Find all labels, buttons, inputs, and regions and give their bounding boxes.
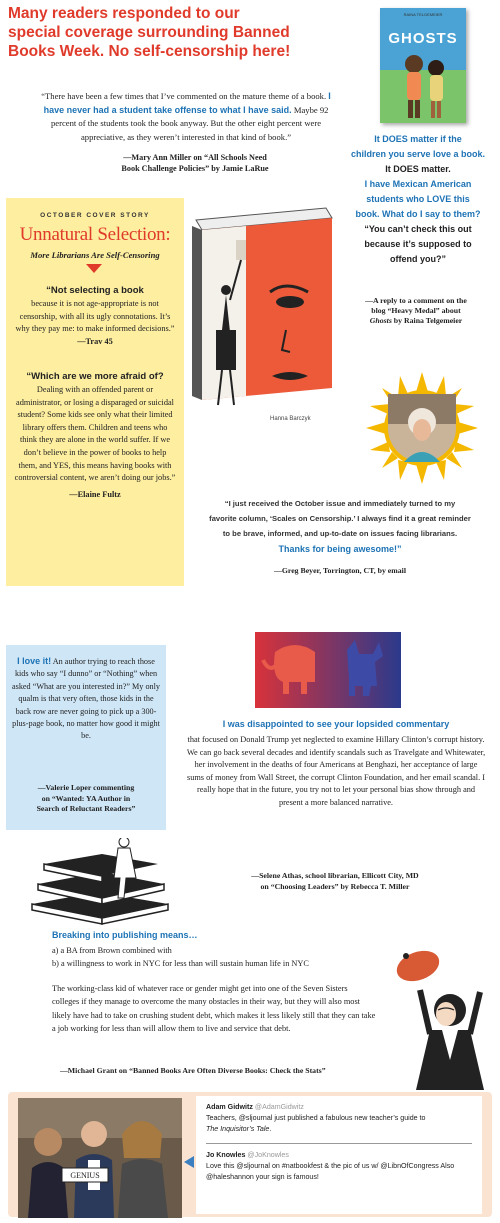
letter-loper-citation: —Valerie Loper commenting on “Wanted: YA Author in Search of Reluctant Readers”: [36, 783, 136, 813]
letter-grant-heading: Breaking into publishing means…: [52, 930, 198, 940]
pointer-arrow-icon: [184, 1156, 194, 1168]
down-triangle-icon: [86, 264, 102, 273]
tweet-item[interactable]: [196, 1144, 482, 1183]
party-symbols-graphic: [255, 632, 401, 708]
cover-quote-fultz: “Which are we more afraid of? Dealing with an offended parent or administrator, or losing a disparaged or suicidal student? Some kids see only what their limited library offers them. Children and teens who think they are alone in the world suffer. If we don’t believe in the power of books to help them, and YES, this means having books with controversial content, we aren’t doing our jobs.” —Elaine Fultz: [14, 371, 176, 499]
letter-ghosts-citation: —A reply to a comment on the blog “Heavy Medal” about Ghosts by Raina Telgemeier: [365, 296, 467, 325]
cover-story-title: Unnatural Selection:: [19, 224, 171, 245]
tweet-list: [196, 1096, 482, 1214]
tweet-handle[interactable]: @JoKnowles: [247, 1151, 289, 1159]
letter-athas-heading: I was disappointed to see your lopsided commentary: [222, 719, 450, 729]
page-headline: Many readers responded to our special coverage surrounding Banned Books Week. No self-censorship here!: [8, 5, 291, 60]
book-cover-art: [380, 8, 466, 123]
book-title: GHOSTS: [388, 30, 458, 47]
tweet-text: @haleshannon your sign is famous!: [206, 1173, 319, 1181]
tweet-author: Adam Gidwitz: [206, 1103, 253, 1111]
tweet-text: Teachers, @sljournal just published a fabulous new teacher’s guide to: [206, 1114, 426, 1122]
cover-quote-trav: “Not selecting a book because it is not age-appropriate is not censorship, with all its ugly connotations. It’s why they pay me: to make informed decisions.” —Trav 45: [15, 285, 175, 346]
letter-beyer-thanks: Thanks for being awesome!”: [278, 544, 402, 554]
letter-athas-body: that focused on Donald Trump yet neglected to examine Hillary Clinton’s corrupt history. We can go back several decades and identify scandals such as Travelgate and Whitewater, her involvement in the deaths of four Americans at Benghazi, her acceptance of large sums of money from Wall Street, the corrupt Clinton Foundation, and her email scandal. I really hope that in the future, you try not to let your personal bias show through and present a more balanced narrative.: [186, 735, 486, 807]
booth-photo: [18, 1098, 182, 1218]
book-stack-illustration: [28, 838, 178, 926]
letter-beyer-citation: —Greg Beyer, Torrington, CT, by email: [274, 566, 406, 575]
ghosts-book-cover: [380, 8, 466, 123]
tweet-text: Love this @sljournal on #natbookfest & the pic of us w/ @LibnOfCongress Also: [206, 1162, 455, 1170]
tweet-item[interactable]: Adam Gidwitz @AdamGidwitz Teachers, @sljournal just published a fabulous new teacher’s guide to The Inquisitor’s Tale.: [196, 1096, 482, 1135]
portrait-starburst: [366, 372, 478, 484]
letter-grant-body: The working-class kid of whatever race or gender might get into one of the Seven Sisters colleges if they manage to overcome the many obstacles in their way, but they will also most likely have had to take on crushing student debt, which makes it less likely still that they can take a job working for less than will allow them to live and service that debt.: [52, 984, 376, 1034]
letter-beyer-quote: “I just received the October issue and immediately turned to my favorite column, ‘Scales on Censorship.’ I always find it a great reminder to be brave, informed, and up-to-date on issues facing librarians.: [209, 499, 471, 538]
letter-athas-citation: —Selene Athas, school librarian, Ellicott City, MD on “Choosing Leaders” by Rebecca T. Miller: [251, 871, 419, 891]
book-face-illustration: [186, 200, 336, 410]
letter-miller-citation: —Mary Ann Miller on “All Schools Need Book Challenge Policies” by Jamie LaRue: [121, 153, 269, 173]
letter-loper-quote: I love it! An author trying to reach those kids who say “I dunno” or “Nothing” when asked “What are you interested in?” My only qualm is that very often, those kids in the back row are never going to pick up a 300-plus-page book, no matter how good it might be.: [12, 656, 161, 741]
tweet-author: Jo Knowles: [206, 1151, 246, 1159]
cover-story-kicker: OCTOBER COVER STORY: [40, 212, 150, 219]
piggy-bank-woman-illustration: [380, 930, 500, 1090]
genius-sign-text: GENIUS: [70, 1171, 100, 1180]
illustration-credit: Hanna Barczyk: [270, 416, 311, 422]
cover-story-subtitle: More Librarians Are Self-Censoring: [30, 250, 160, 260]
book-author: RAINA TELGEMEIER: [403, 12, 443, 17]
letter-miller-quote: “There have been a few times that I’ve commented on the mature theme of a book. I have never had a student take offense to what I have said. Maybe 92 percent of the students took the book anyway. But the other eight percent were appreciative, as they weren’t interested in that kind of book.”: [41, 91, 331, 142]
tweet-handle[interactable]: @AdamGidwitz: [254, 1103, 304, 1111]
letter-ghosts-reply: It DOES matter if the children you serve love a book. It DOES matter. I have Mexican American students who LOVE this book. What do I say to them? “You can’t check this out because it’s supposed to offend you?”: [350, 134, 486, 264]
letter-grant-citation: —Michael Grant on “Banned Books Are Often Diverse Books: Check the Stats”: [60, 1066, 326, 1075]
letter-grant-list: a) a BA from Brown combined with b) a willingness to work in NYC for less than will sustain human life in NYC: [52, 946, 309, 969]
